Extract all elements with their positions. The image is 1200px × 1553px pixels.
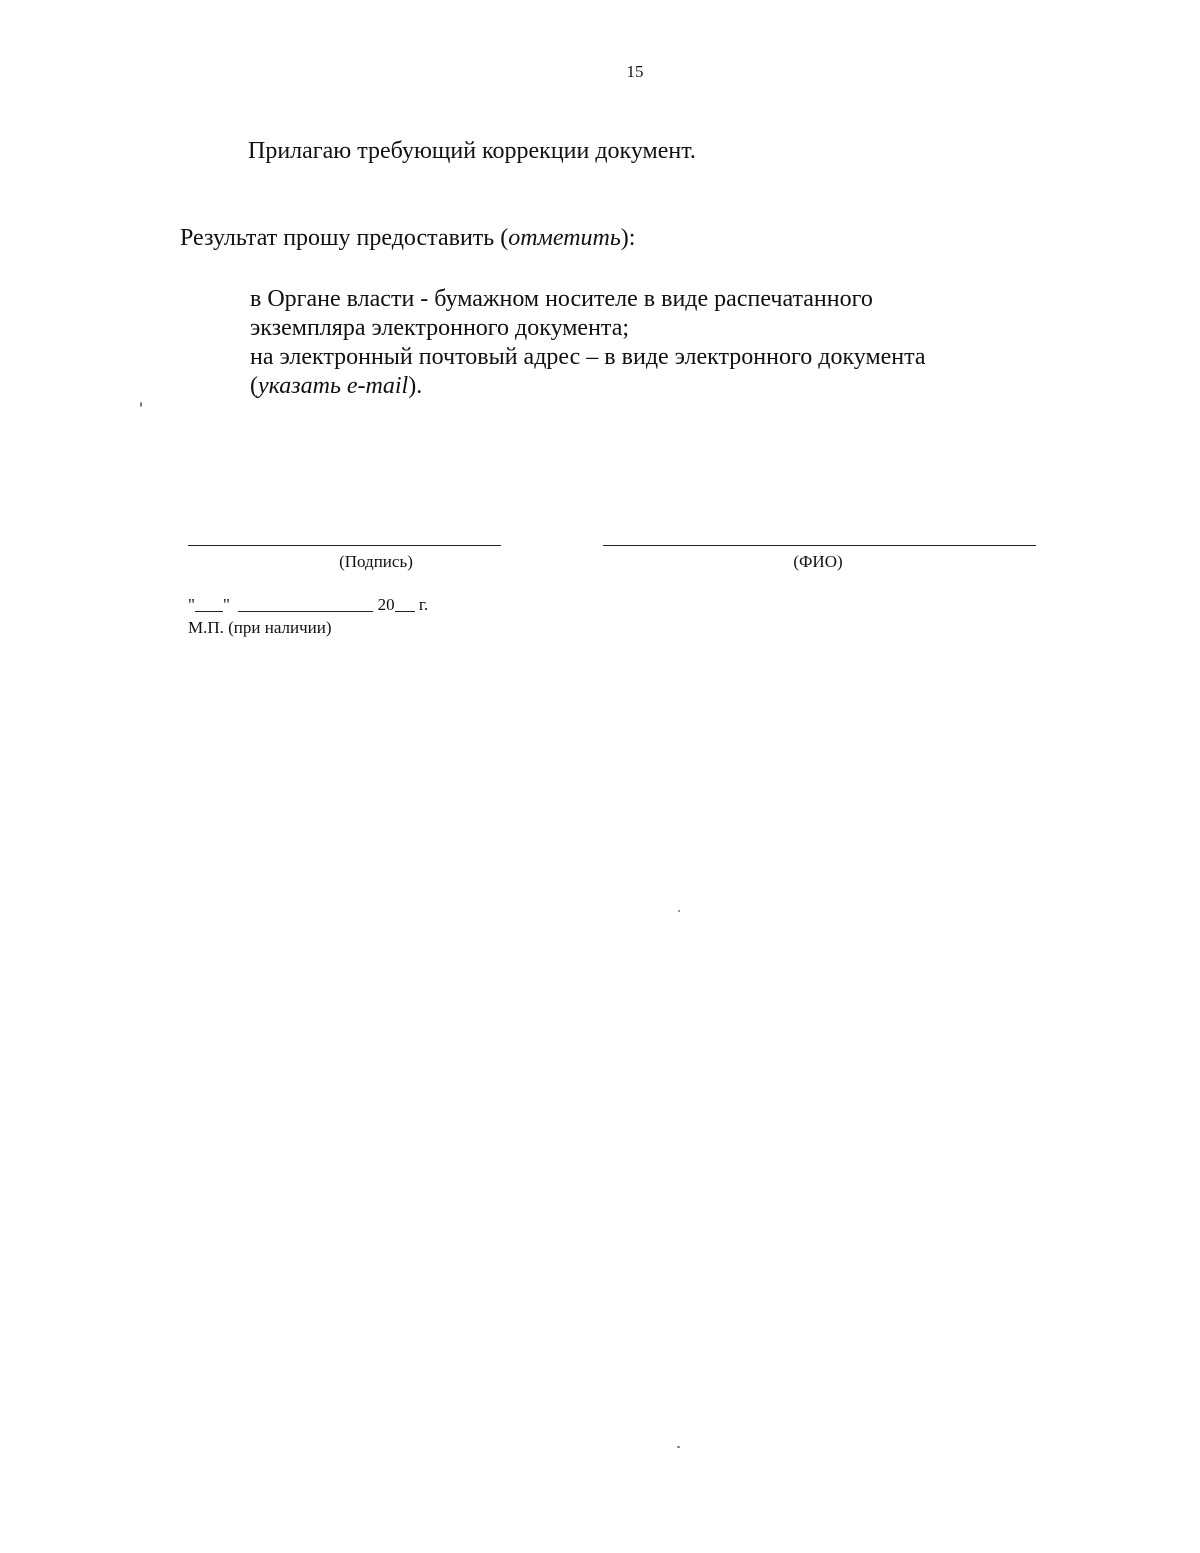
- attach-text: Прилагаю требующий коррекции документ.: [248, 138, 696, 164]
- day-blank: [195, 595, 223, 612]
- signature-line: [188, 545, 501, 546]
- option-paper-line1: в Органе власти - бумажном носителе в виде распечатанного: [250, 286, 873, 312]
- option-email-italic: указать e-mail: [258, 373, 409, 399]
- month-blank: [238, 595, 373, 612]
- option-paper-line2: экземпляра электронного документа;: [250, 315, 630, 341]
- result-italic: отметить: [508, 225, 621, 251]
- delivery-options: [250, 285, 926, 401]
- date-quote-close: ": [222, 595, 230, 614]
- stamp-label: М.П. (при наличии): [188, 618, 332, 637]
- option-email-line1: на электронный почтовый адрес – в виде электронного документа: [250, 344, 926, 370]
- scan-speck: [678, 910, 680, 912]
- option-email-line2: [250, 372, 926, 401]
- option-email-open: (: [250, 373, 258, 399]
- page-number: 15: [626, 62, 644, 81]
- result-suffix: ):: [620, 225, 636, 251]
- year-prefix: 20: [377, 595, 395, 614]
- date-quote-open: ": [188, 595, 195, 614]
- scan-speck: [677, 1446, 680, 1448]
- year-suffix: г.: [418, 595, 429, 614]
- result-request: [180, 225, 635, 252]
- option-email-close: ).: [408, 373, 423, 399]
- name-line: [603, 545, 1036, 546]
- name-label: (ФИО): [793, 552, 843, 571]
- date-line: [188, 595, 428, 615]
- result-prefix: Результат прошу предоставить (: [180, 225, 509, 251]
- scan-speck: [140, 402, 142, 407]
- year-blank: [395, 595, 415, 612]
- signature-label: (Подпись): [339, 552, 413, 571]
